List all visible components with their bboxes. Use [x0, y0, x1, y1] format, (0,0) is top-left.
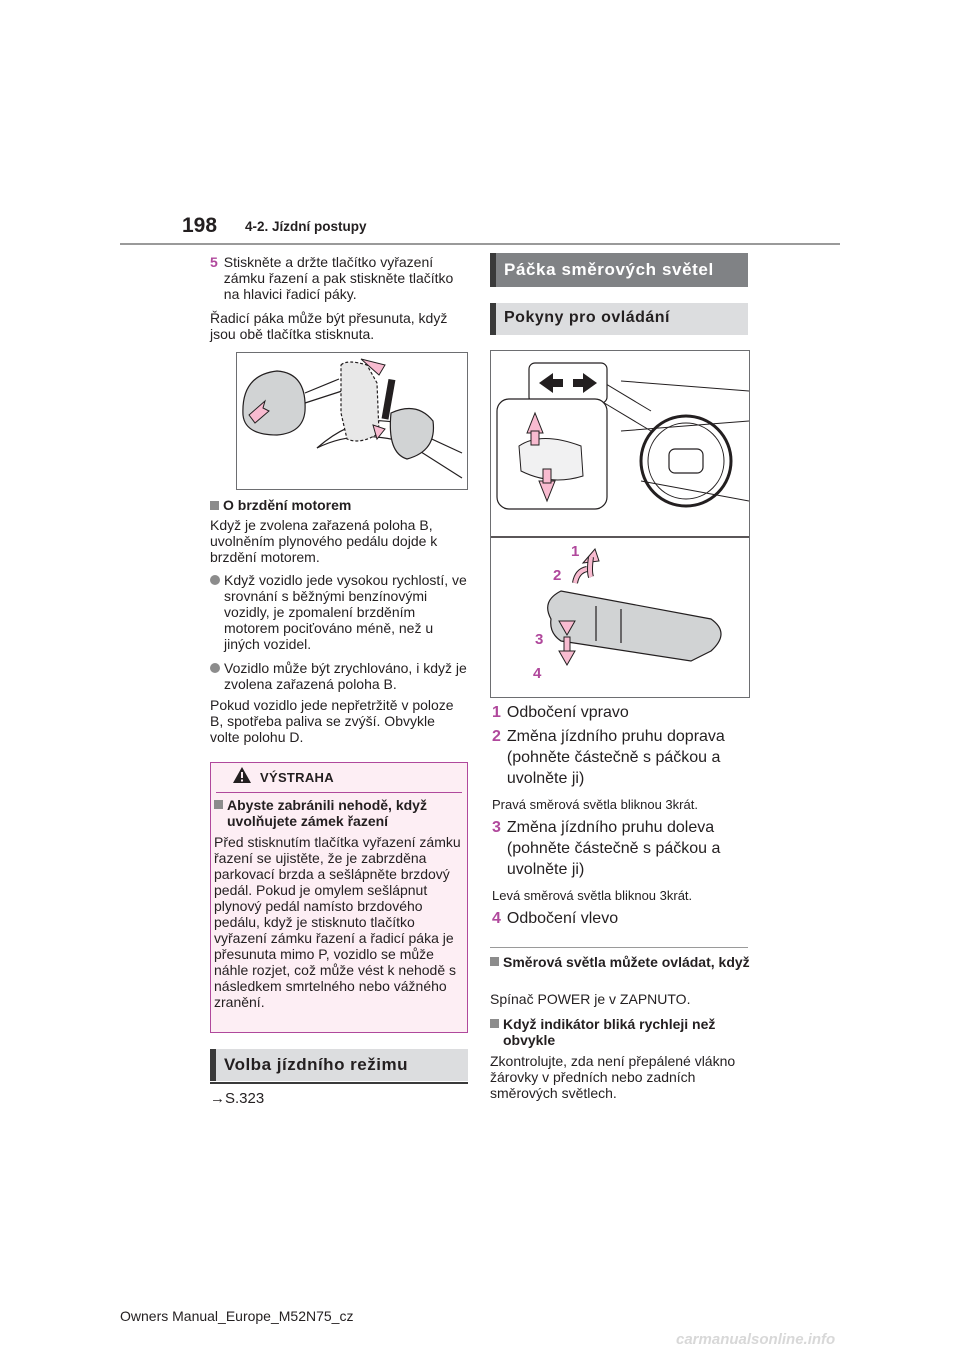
- diagram-label-2: 2: [553, 567, 562, 584]
- bar-accent: [490, 303, 496, 335]
- fast-blink-heading: [490, 1016, 752, 1048]
- item-number: 1: [492, 704, 501, 721]
- engine-brake-text: Když je zvolena zařazená poloha B, uvolněním plynového pedálu dojde k brzdění motorem.: [210, 517, 438, 565]
- item-4: [492, 908, 748, 929]
- item-text: Změna jízdního pruhu doleva (pohněte částečně s páčkou a uvolněte ji): [506, 819, 721, 878]
- bar-accent: [210, 1049, 216, 1081]
- warning-rule: [216, 792, 462, 793]
- turn-signal-illustration: [490, 350, 750, 698]
- square-bullet-icon: [214, 800, 223, 809]
- diagram-label-1: 1: [571, 543, 580, 560]
- turn-signal-bar: [490, 253, 748, 287]
- diagram-label-3: 3: [535, 631, 544, 648]
- shift-lever-drawing: [237, 353, 467, 489]
- square-bullet-icon: [210, 501, 219, 510]
- round-bullet-icon: [210, 663, 220, 673]
- item-2: [492, 726, 748, 789]
- step-5: [210, 254, 468, 302]
- footer-text: Owners Manual_Europe_M52N75_cz: [120, 1308, 354, 1324]
- engine-brake-heading: [210, 497, 468, 513]
- item-3: [492, 817, 748, 880]
- item-text: Odbočení vpravo: [506, 704, 629, 721]
- bullet-text: Když vozidlo jede vysokou rychlostí, ve srovnání s běžnými benzínovými vozidly, je zpomalení brzděním motorem pociťováno méně, než u jiných vozidel.: [224, 572, 467, 652]
- square-bullet-icon: [490, 957, 499, 966]
- warning-triangle-icon: [232, 766, 252, 784]
- step-text: Stiskněte a držte tlačítko vyřazení zámku řazení a pak stiskněte tlačítko na hlavici řadicí páky.: [223, 254, 454, 302]
- fuel-paragraph: Pokud vozidlo jede nepřetržitě v poloze B, spotřeba paliva se zvýší. Obvykle volte polohu D.: [210, 697, 454, 745]
- header-rule: [120, 243, 840, 245]
- item-number: 2: [492, 728, 501, 745]
- drive-mode-title: Volba jízdního režimu: [224, 1055, 408, 1074]
- diagram-label-4: 4: [533, 665, 542, 682]
- bar-accent: [490, 253, 496, 287]
- warning-title: VÝSTRAHA: [260, 770, 334, 785]
- warning-subtitle-text: Abyste zabránili nehodě, když uvolňujete zámek řazení: [227, 797, 427, 829]
- item-text: Odbočení vlevo: [506, 910, 619, 927]
- note-left-signal: Levá směrová světla bliknou 3krát.: [492, 888, 693, 903]
- note-right-signal: Pravá směrová světla bliknou 3krát.: [492, 797, 698, 812]
- item-number: 3: [492, 819, 501, 836]
- watermark: carmanualsonline.info: [676, 1331, 836, 1348]
- section-title: 4-2. Jízdní postupy: [245, 219, 367, 234]
- bullet-text: Vozidlo může být zrychlováno, i když je zvolena zařazená poloha B.: [224, 660, 467, 692]
- turn-signal-drawing: [491, 351, 749, 697]
- instructions-title: Pokyny pro ovládání: [504, 309, 670, 326]
- turn-signal-title: Páčka směrových světel: [504, 260, 714, 279]
- bullet-item: [210, 660, 468, 692]
- item-number: 4: [492, 910, 501, 927]
- square-bullet-icon: [490, 1019, 499, 1028]
- operation-condition-title: Směrová světla můžete ovládat, když: [503, 954, 750, 970]
- shift-lever-illustration: [236, 352, 468, 490]
- operation-condition-text: Spínač POWER je v ZAPNUTO.: [490, 991, 691, 1007]
- page-reference[interactable]: →S.323: [210, 1090, 265, 1107]
- warning-subtitle: [214, 797, 464, 829]
- section-divider: [490, 947, 748, 948]
- engine-brake-title: O brzdění motorem: [223, 497, 352, 513]
- item-text: Změna jízdního pruhu doprava (pohněte částečně s páčkou a uvolněte ji): [506, 728, 725, 787]
- warning-body: Před stisknutím tlačítka vyřazení zámku řazení se ujistěte, že je zabrzděna parkovací brzda a sešlápněte brzdový pedál. Pokud je omylem sešlápnut plynový pedál namísto brzdového pedálu, když je stisknuto tlačítko vyřazení zámku řazení a řadicí páka je přesunuta mimo P, vozidlo se může náhle rozjet, což může vést k nehodě s následkem smrtelného nebo vážného zranění.: [214, 834, 461, 1010]
- round-bullet-icon: [210, 575, 220, 585]
- instructions-bar: [490, 303, 748, 335]
- shift-paragraph: Řadicí páka může být přesunuta, když jsou obě tlačítka stisknuta.: [210, 310, 448, 342]
- fast-blink-title: Když indikátor bliká rychleji než obvykle: [503, 1016, 716, 1048]
- operation-condition-heading: [490, 954, 752, 970]
- bullet-item: [210, 572, 468, 652]
- bar-underline: [210, 1082, 468, 1084]
- page-number: 198: [182, 214, 218, 237]
- item-1: [492, 702, 748, 723]
- step-number: 5: [210, 254, 218, 270]
- fast-blink-text: Zkontrolujte, zda není přepálené vlákno žárovky v předních nebo zadních směrových světlech.: [490, 1053, 736, 1101]
- drive-mode-bar: [210, 1049, 468, 1081]
